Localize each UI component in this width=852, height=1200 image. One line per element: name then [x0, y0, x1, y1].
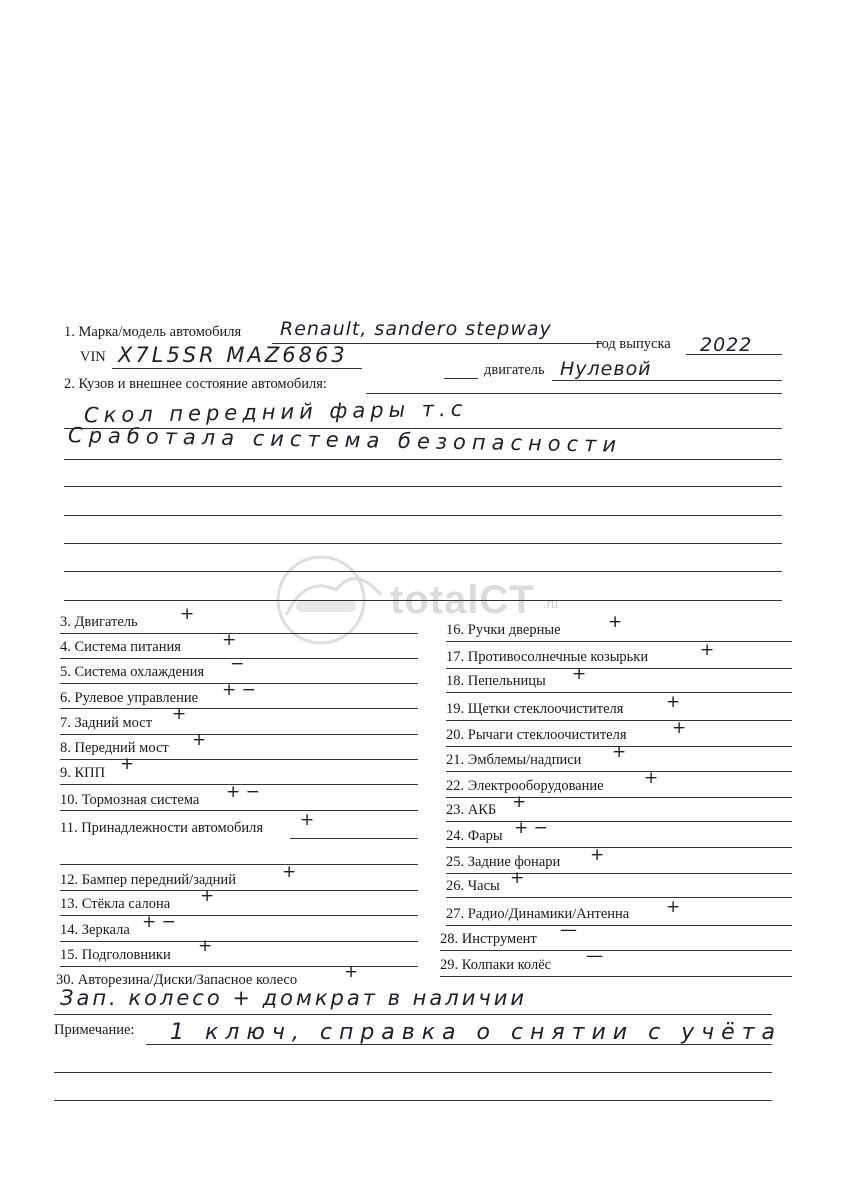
item-23-line: [446, 821, 792, 822]
item-14-line: [60, 941, 418, 942]
item-8-line: [60, 759, 418, 760]
item-16-label: 16. Ручки дверные: [446, 622, 561, 638]
item-27-line: [446, 925, 792, 926]
item-20-label: 20. Рычаги стеклоочистителя: [446, 727, 627, 743]
item-6-line: [60, 708, 418, 709]
item-21-label: 21. Эмблемы/надписи: [446, 752, 582, 768]
item-9-mark: +: [120, 754, 135, 774]
item-10-line: [60, 810, 418, 811]
item-11-extra-line: [60, 864, 418, 865]
item-8-mark: +: [192, 730, 207, 750]
year-label: год выпуска: [596, 336, 671, 352]
item-3-mark: +: [180, 604, 195, 624]
item-28-mark: —: [560, 920, 577, 940]
vin-value: X7L5SR MAZ6863: [118, 343, 348, 367]
item-23-label: 23. АКБ: [446, 802, 497, 818]
item-24-label: 24. Фары: [446, 828, 503, 844]
engine-prefix-line: [444, 378, 478, 379]
item-18-label: 18. Пепельницы: [446, 673, 546, 689]
engine-label: двигатель: [484, 362, 545, 378]
item-23-mark: +: [512, 792, 527, 812]
item-19-mark: +: [666, 692, 681, 712]
item-16-mark: +: [608, 612, 623, 632]
body-section-label: 2. Кузов и внешнее состояние автомобиля:: [64, 376, 327, 392]
make-model-value: Renault, sandero stepway: [280, 318, 552, 340]
item-22-mark: +: [644, 768, 659, 788]
item-17-line: [446, 668, 792, 669]
item-6-label: 6. Рулевое управление: [60, 690, 199, 706]
body-handwritten-line-2: Сработала система безопасности: [67, 423, 623, 457]
notes-line-3: [54, 1100, 772, 1101]
item-13-line: [60, 915, 418, 916]
item-12-mark: +: [282, 862, 297, 882]
item-15-mark: +: [198, 936, 213, 956]
notes-line-2: [54, 1072, 772, 1073]
item-11-label: 11. Принадлежности автомобиля: [60, 820, 263, 836]
item-25-mark: +: [590, 845, 605, 865]
item-25-label: 25. Задние фонари: [446, 854, 561, 870]
vin-line: [112, 368, 362, 369]
body-line-0: [366, 393, 782, 394]
item-27-label: 27. Радио/Динамики/Антенна: [446, 906, 630, 922]
item-26-label: 26. Часы: [446, 878, 500, 894]
item-30-label: 30. Авторезина/Диски/Запасное колесо: [56, 972, 298, 988]
item-11-line: [290, 838, 418, 839]
item-15-label: 15. Подголовники: [60, 947, 171, 963]
item-28-label: 28. Инструмент: [440, 931, 537, 947]
body-line-3: [64, 486, 782, 487]
item-28-line: [440, 950, 792, 951]
item-18-mark: +: [572, 664, 587, 684]
item-27-mark: +: [666, 897, 681, 917]
item-26-mark: +: [510, 868, 525, 888]
notes-line-1: [146, 1044, 772, 1045]
item-7-label: 7. Задний мост: [60, 715, 153, 731]
year-value: 2022: [700, 334, 753, 356]
engine-line: [552, 380, 782, 381]
watermark-suffix: .ru: [543, 596, 559, 611]
make-model-label: 1. Марка/модель автомобиля: [64, 324, 242, 340]
item-26-line: [446, 897, 792, 898]
item-21-line: [446, 771, 792, 772]
item-15-line: [60, 966, 418, 967]
item-4-label: 4. Система питания: [60, 639, 181, 655]
item-22-label: 22. Электрооборудование: [446, 778, 604, 794]
body-line-4: [64, 515, 782, 516]
item-10-label: 10. Тормозная система: [60, 792, 200, 808]
body-handwritten-line-1: Скол передний фары т.с: [83, 396, 468, 428]
notes-value: 1 ключ, справка о снятии с учёта: [170, 1020, 783, 1045]
tires-note: Зап. колесо + домкрат в наличии: [60, 986, 528, 1010]
item-24-line: [446, 847, 792, 848]
item-19-label: 19. Щетки стеклоочистителя: [446, 701, 624, 717]
item-13-mark: +: [200, 886, 215, 906]
item-12-line: [60, 890, 418, 891]
item-17-mark: +: [700, 640, 715, 660]
item-29-line: [440, 976, 792, 977]
item-11-mark: +: [300, 810, 315, 830]
item-16-line: [446, 641, 792, 642]
item-8-label: 8. Передний мост: [60, 740, 169, 756]
item-7-line: [60, 734, 418, 735]
body-line-6: [64, 571, 782, 572]
item-25-line: [446, 873, 792, 874]
item-13-label: 13. Стёкла салона: [60, 896, 171, 912]
body-line-5: [64, 543, 782, 544]
body-line-2: [64, 459, 782, 460]
item-30-mark: +: [344, 962, 359, 982]
item-9-label: 9. КПП: [60, 765, 106, 781]
item-14-mark: + −: [142, 912, 176, 932]
item-12-label: 12. Бампер передний/задний: [60, 872, 236, 888]
notes-label: Примечание:: [54, 1022, 135, 1038]
item-7-mark: +: [172, 704, 187, 724]
item-10-mark: + −: [226, 782, 260, 802]
engine-value: Нулевой: [560, 358, 652, 380]
item-4-mark: +: [222, 630, 237, 650]
item-3-label: 3. Двигатель: [60, 614, 138, 630]
item-29-label: 29. Колпаки колёс: [440, 957, 552, 973]
body-line-7: [64, 600, 782, 601]
item-6-mark: + −: [222, 680, 256, 700]
item-5-mark: −: [230, 654, 245, 674]
item-18-line: [446, 692, 792, 693]
item-24-mark: + −: [514, 818, 548, 838]
item-20-mark: +: [672, 718, 687, 738]
item-3-line: [60, 633, 418, 634]
item-17-label: 17. Противосолнечные козырьки: [446, 649, 649, 665]
vin-label: VIN: [80, 349, 106, 365]
item-29-mark: —: [586, 946, 603, 966]
item-21-mark: +: [612, 742, 627, 762]
item-5-label: 5. Система охлаждения: [60, 664, 205, 680]
item-19-line: [446, 720, 792, 721]
item-22-line: [446, 797, 792, 798]
watermark-text: totalCT: [390, 578, 535, 622]
tires-line: [54, 1014, 772, 1015]
item-14-label: 14. Зеркала: [60, 922, 130, 938]
